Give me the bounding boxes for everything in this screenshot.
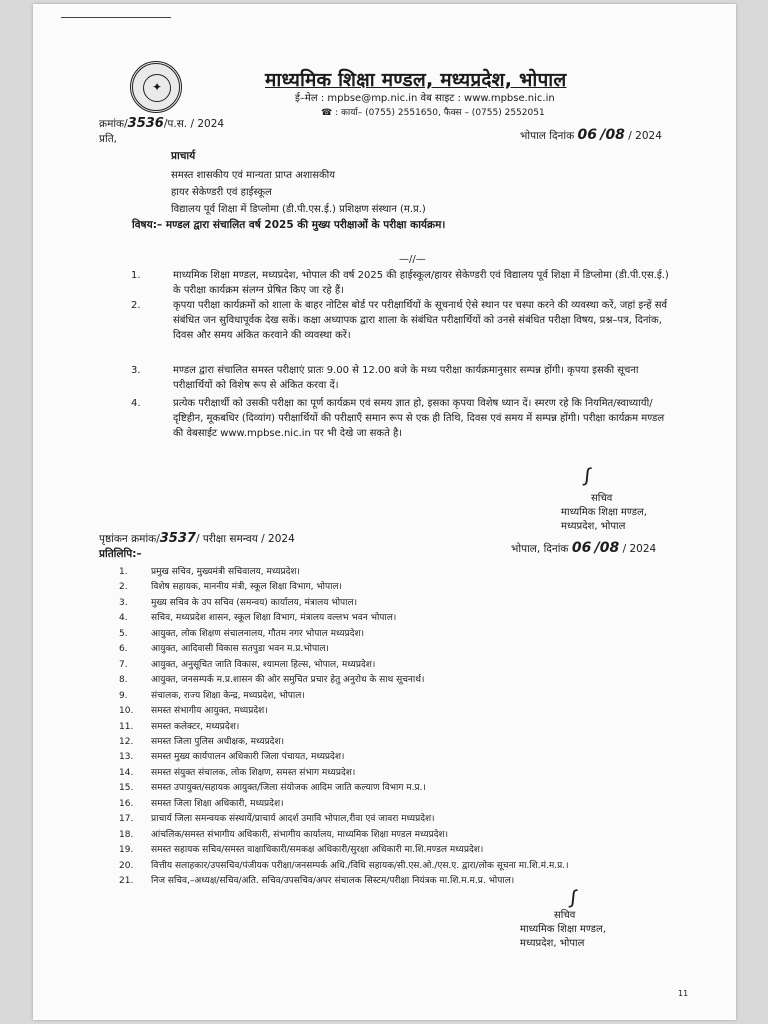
copy-list-text: आयुक्त, अनुसूचित जाति विकास, श्यामला हिल्स, भोपाल, मध्यप्रदेश।: [151, 659, 376, 670]
handwritten-signature-mark: ꭍ: [579, 465, 591, 492]
copy-list-item: [119, 610, 396, 623]
signature-block-top: [561, 492, 647, 534]
handwritten-signature-mark: ꭍ: [565, 887, 577, 914]
copy-list-text: आंचलिक/समस्त संभागीय अधिकारी, संभागीय कार्यालय, माध्यमिक शिक्षा मण्डल मध्यप्रदेश।: [151, 829, 448, 840]
signatory-location: मध्यप्रदेश, भोपाल: [520, 938, 585, 949]
paragraph-text: माध्यमिक शिक्षा मण्डल, मध्यप्रदेश, भोपाल की वर्ष 2025 की हाईस्कूल/हायर सेकेण्डरी एवं विद्यालय पूर्व शिक्षा में डिप्लोमा (डी.पी.एस.ई.) के परीक्षा कार्यक्रम संलग्न प्रेषित किए जा रहे हैं।: [173, 270, 669, 296]
date-month: /08: [600, 127, 625, 143]
subject-line: विषय:– मण्डल द्वारा संचालित वर्ष 2025 की मुख्य परीक्षाओं के परीक्षा कार्यक्रम।: [132, 219, 446, 231]
copy-list-item: [119, 858, 568, 871]
signatory-office: माध्यमिक शिक्षा मण्डल,: [520, 924, 606, 935]
paragraph-number: 3.: [131, 365, 141, 376]
copy-list-text: वित्तीय सलाहकार/उपसचिव/पंजीयक परीक्षा/जनसम्पर्क अधि./विधि सहायक/सी.एस.ओ./एस.ए. द्वारा/लोक सूचना मा.शि.मं.म.प्र.।: [151, 860, 569, 871]
paragraph-text: मण्डल द्वारा संचालित समस्त परीक्षाएं प्रातः 9.00 से 12.00 बजे के मध्य परीक्षा कार्यक्रमानुसार सम्पन्न होंगी। कृपया इसकी सूचना परीक्षार्थियों को विशेष रूप से अंकित करवा दें।: [173, 365, 639, 391]
copy-list-text: समस्त संयुक्त संचालक, लोक शिक्षण, समस्त संभाग मध्यप्रदेश।: [151, 767, 356, 778]
ref-number: 3536: [127, 116, 164, 131]
copy-list-text: आयुक्त, आदिवासी विकास सतपुडा भवन म.प्र.भोपाल।: [151, 644, 329, 655]
copy-to-label: प्रति,: [99, 133, 118, 145]
copy-list-number: 8.: [119, 675, 128, 686]
copy-list-item: [119, 672, 424, 685]
copy-list-number: 20.: [119, 860, 134, 871]
date-place-label: भोपाल दिनांक: [520, 130, 575, 142]
signatory-title: सचिव: [591, 493, 613, 504]
copy-list-number: 13.: [119, 752, 134, 763]
copy-list-number: 9.: [119, 690, 128, 701]
copy-list-item: [119, 827, 448, 840]
paragraph-text: कृपया परीक्षा कार्यक्रमों को शाला के बाहर नोटिस बोर्ड पर परीक्षार्थियों के सूचनार्थ ऐसे स्थान पर चस्पा करने की व्यवस्था करें, जहां इन्हें सर्व संबंधित जन सुविधापूर्वक देख सकें। कक्षा अध्यापक द्वारा शाला के संबंधित परीक्षार्थियों को उनसे संबंधित परीक्षा विषय, प्रश्न–पत्र, दिनांक, दिवस और समय अंकित करवाने की व्यवस्था करें।: [173, 300, 668, 341]
copy-list-text: संचालक, राज्य शिक्षा केन्द्र, मध्यप्रदेश, भोपाल।: [151, 690, 305, 701]
copy-list-number: 19.: [119, 845, 134, 856]
copy-list-text: सचिव, मध्यप्रदेश शासन, स्कूल शिक्षा विभाग, मंत्रालय वल्लभ भवन भोपाल।: [151, 613, 397, 624]
copy-list-text: समस्त उपायुक्त/सहायक आयुक्त/जिला संयोजक आदिम जाति कल्याण विभाग म.प्र.।: [151, 783, 426, 794]
copy-list-item: [119, 749, 344, 762]
copy-list-item: [119, 842, 483, 855]
signatory-title: सचिव: [554, 910, 576, 921]
paragraph-text: प्रत्येक परीक्षार्थी को उसकी परीक्षा का पूर्ण कार्यक्रम एवं समय ज्ञात हो, इसका कृपया विशेष ध्यान दें। स्मरण रहे कि नियमित/स्वाध्यायी/दृष्टिहीन, मूकबधिर (दिव्यांग) परीक्षार्थियों की परीक्षाएँ समान रूप से एक ही तिथि, दिवस एवं समय में सम्पन्न होंगी। परीक्षा कार्यक्रम मण्डल की वेबसाईट www.mpbse.nic.in पर भी देखे जा सकते है।: [173, 398, 665, 439]
copy-list-text: समस्त संभागीय आयुक्त, मध्यप्रदेश।: [151, 706, 268, 717]
copy-list-text: समस्त कलेक्टर, मध्यप्रदेश।: [151, 721, 240, 732]
copy-list-item: [119, 579, 342, 592]
signature-block-bottom: [520, 909, 606, 951]
copy-list-label: प्रतिलिपि:–: [99, 548, 142, 560]
signatory-office: माध्यमिक शिक्षा मण्डल,: [561, 507, 647, 518]
ref-suffix: /प.स. / 2024: [163, 118, 225, 130]
copy-list-item: [119, 688, 305, 701]
copy-list-number: 12.: [119, 736, 134, 747]
copy-list-item: [119, 734, 284, 747]
copy-list-text: समस्त सहायक सचिव/समस्त वाक्षाधिकारी/समकक्ष अधिकारी/सुरक्षा अधिकारी मा.शि.मण्डल मध्यप्रदेश।: [151, 845, 484, 856]
copy-list-number: 11.: [119, 721, 134, 732]
emblem-inner-ring: [143, 74, 171, 102]
copy-list-number: 21.: [119, 876, 134, 886]
endorsement-number: [99, 531, 295, 546]
copy-list-text: समस्त जिला पुलिस अधीक्षक, मध्यप्रदेश।: [151, 736, 284, 747]
copy-list-number: 3.: [119, 597, 128, 608]
emblem-icon: ✦: [151, 80, 163, 94]
reference-number: [99, 116, 224, 131]
copy-list-item: [119, 719, 239, 732]
copy-list-text: मुख्य सचिव के उप सचिव (समन्वय) कार्यालय, मंत्रालय भोपाल।: [151, 597, 357, 608]
letter-page: [33, 4, 736, 1020]
copy-list-item: [119, 780, 426, 793]
copy-list-text: प्राचार्य जिला समन्वयक संस्थायें/प्राचार्य आदर्श उमावि भोपाल,रीवा एवं जावरा मध्यप्रदेश।: [151, 814, 435, 825]
recipient-line: प्राचार्य: [171, 150, 196, 162]
endorsement-month: /08: [594, 540, 620, 556]
endorsement-prefix: पृष्ठांकन क्रमांक/: [99, 533, 160, 545]
board-emblem-logo: [130, 61, 182, 113]
copy-list-text: प्रमुख सचिव, मुख्यमंत्री सचिवालय, मध्यप्रदेश।: [151, 567, 300, 577]
copy-list-item: [119, 657, 375, 670]
letterhead-title: माध्यमिक शिक्षा मण्डल, मध्यप्रदेश, भोपाल: [265, 69, 567, 91]
copy-list-number: 5.: [119, 628, 128, 639]
copy-list-item: [119, 595, 357, 608]
copy-list-number: 4.: [119, 613, 128, 624]
copy-list-number: 15.: [119, 783, 134, 794]
copy-list-item: [119, 811, 435, 824]
endorsement-num: 3537: [159, 531, 196, 546]
endorsement-suffix: / परीक्षा समन्वय / 2024: [195, 533, 295, 545]
signatory-location: मध्यप्रदेश, भोपाल: [561, 521, 626, 532]
endorsement-date: [511, 540, 656, 556]
copy-list-number: 17.: [119, 814, 134, 825]
copy-list-text: आयुक्त, जनसम्पर्क म.प्र.शासन की ओर समुचित प्रचार हेतु अनुरोध के साथ सूचनार्थ।: [151, 675, 425, 686]
copy-list-number: 16.: [119, 798, 134, 809]
copy-list-item: [119, 765, 355, 778]
copy-list-item: [119, 796, 284, 809]
copy-list-number: 10.: [119, 706, 134, 717]
copy-list-item: [119, 564, 300, 577]
copy-list-number: 7.: [119, 659, 128, 670]
ref-prefix: क्रमांक/: [99, 118, 128, 130]
paragraph-number: 1.: [131, 270, 141, 281]
recipient-line: हायर सेकेण्डरी एवं हाईस्कूल: [171, 187, 272, 198]
endorsement-place-label: भोपाल, दिनांक: [511, 543, 569, 555]
copy-list-text: निज सचिव,–अध्यक्ष/सचिव/अति. सचिव/उपसचिव/अपर संचालक सिस्टम/परीक्षा नियंत्रक मा.शि.म.म.प्र. भोपाल।: [151, 876, 515, 886]
copy-list-number: 1.: [119, 567, 128, 577]
copy-list-item: [119, 703, 268, 716]
date-day: 06: [577, 127, 597, 143]
copy-list-text: विशेष सहायक, माननीय मंत्री, स्कूल शिक्षा विभाग, भोपाल।: [151, 582, 342, 593]
recipient-line: समस्त शासकीय एवं मान्यता प्राप्त अशासकीय: [171, 170, 336, 181]
copy-list-text: समस्त जिला शिक्षा अधिकारी, मध्यप्रदेश।: [151, 798, 284, 809]
date-year: / 2024: [628, 130, 662, 142]
paragraph-number: 2.: [131, 300, 141, 311]
top-rule: [61, 17, 171, 18]
endorsement-day: 06: [571, 540, 592, 556]
copy-list-item: [119, 626, 364, 639]
copy-list-text: आयुक्त, लोक शिक्षण संचालनालय, गौतम नगर भोपाल मध्यप्रदेश।: [151, 628, 365, 639]
copy-list-text: समस्त मुख्य कार्यपालन अधिकारी जिला पंचायत, मध्यप्रदेश।: [151, 752, 345, 763]
section-divider: —//—: [399, 254, 426, 265]
copy-list-number: 14.: [119, 767, 134, 778]
letterhead-phone-line: ☎ : कार्या– (0755) 2551650, फैक्स – (0755) 2552051: [321, 108, 545, 118]
copy-list-number: 6.: [119, 644, 128, 655]
letter-date: [520, 127, 662, 143]
copy-list-number: 18.: [119, 829, 134, 840]
footer-mark: 11: [678, 989, 689, 998]
copy-list-number: 2.: [119, 582, 128, 593]
copy-list-item: [119, 641, 329, 654]
copy-list-item: [119, 873, 514, 886]
paragraph-number: 4.: [131, 398, 141, 409]
endorsement-year: / 2024: [622, 543, 657, 555]
letterhead-email-line: ई–मेल : mpbse@mp.nic.in वेब साइट : www.mpbse.nic.in: [295, 93, 555, 104]
recipient-line: विद्यालय पूर्व शिक्षा में डिप्लोमा (डी.पी.एस.ई.) प्रशिक्षण संस्थान (म.प्र.): [171, 204, 426, 215]
